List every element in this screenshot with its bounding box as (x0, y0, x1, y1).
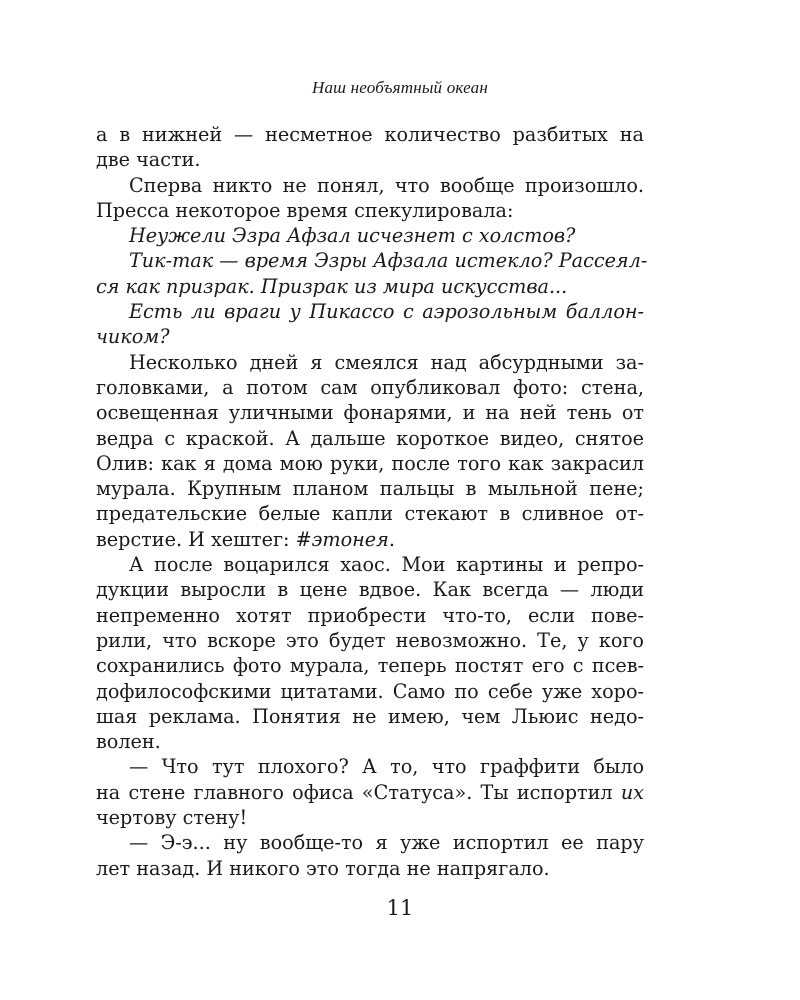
text-line: дофилософскими цитатами. Само по себе уже хоро- (96, 679, 644, 703)
text-line: а в нижней — несметное количество разбитых на (96, 123, 644, 146)
text-line: шая реклама. Понятия не имею, чем Льюис недо- (96, 704, 644, 728)
text-line: освещенная уличными фонарями, и на ней тень от (96, 401, 644, 425)
text-line-italic: Есть ли враги у Пикассо с аэрозольным баллон- (129, 300, 644, 324)
text-line: непременно хотят приобрести что-то, если пове- (96, 603, 644, 627)
text-line: головками, а потом сам опубликовал фото: стена, (96, 375, 644, 399)
text-line: А после воцарился хаос. Мои картины и репро- (129, 553, 644, 577)
body-text (96, 122, 648, 881)
text-line: рили, что вскоре это будет невозможно. Те, у кого (96, 628, 644, 652)
text-line (96, 780, 644, 805)
text-line: Несколько дней я смеялся над абсурдными за- (129, 350, 644, 374)
emphasis: их (620, 780, 644, 804)
page-number: 11 (386, 896, 414, 920)
running-head: Наш необъятный океан (311, 78, 488, 97)
text-line: чертову стену! (96, 806, 248, 830)
text-line: дукции выросли в цене вдвое. Как всегда — люди (96, 578, 644, 602)
text-line: лет назад. И никого это тогда не напрягало. (96, 856, 550, 880)
text-line: волен. (96, 730, 161, 754)
text-segment: на стене главного офиса «Статуса». Ты испортил (96, 780, 621, 804)
text-line: — Э-э... ну вообще-то я уже испортил ее пару (129, 831, 644, 855)
text-segment: . (388, 527, 395, 551)
text-segment: верстие. И хештег: (96, 527, 296, 551)
text-line-italic: ся как призрак. Призрак из мира искусства... (96, 274, 568, 298)
text-line-italic: чиком? (96, 325, 170, 349)
text-line: две части. (96, 148, 201, 172)
text-line-italic: Тик-так — время Эзры Афзала истекло? Рассеял- (129, 249, 648, 273)
text-line: ведра с краской. А дальше короткое видео, снятое (96, 426, 644, 450)
text-line (96, 527, 644, 552)
hashtag: #этонея (295, 527, 389, 551)
text-line-italic: Неужели Эзра Афзал исчезнет с холстов? (129, 224, 576, 248)
text-line: Пресса некоторое время спекулировала: (96, 198, 514, 222)
text-line: Сперва никто не понял, что вообще произошло. (129, 173, 644, 197)
text-line: Олив: как я дома мою руки, после того как закрасил (96, 451, 644, 475)
text-line: предательские белые капли стекают в сливное от- (96, 502, 644, 526)
text-line: — Что тут плохого? А то, что граффити было (129, 755, 644, 779)
text-line: мурала. Крупным планом пальцы в мыльной пене; (96, 477, 644, 501)
text-line: сохранились фото мурала, теперь постят его с псев- (96, 654, 644, 678)
